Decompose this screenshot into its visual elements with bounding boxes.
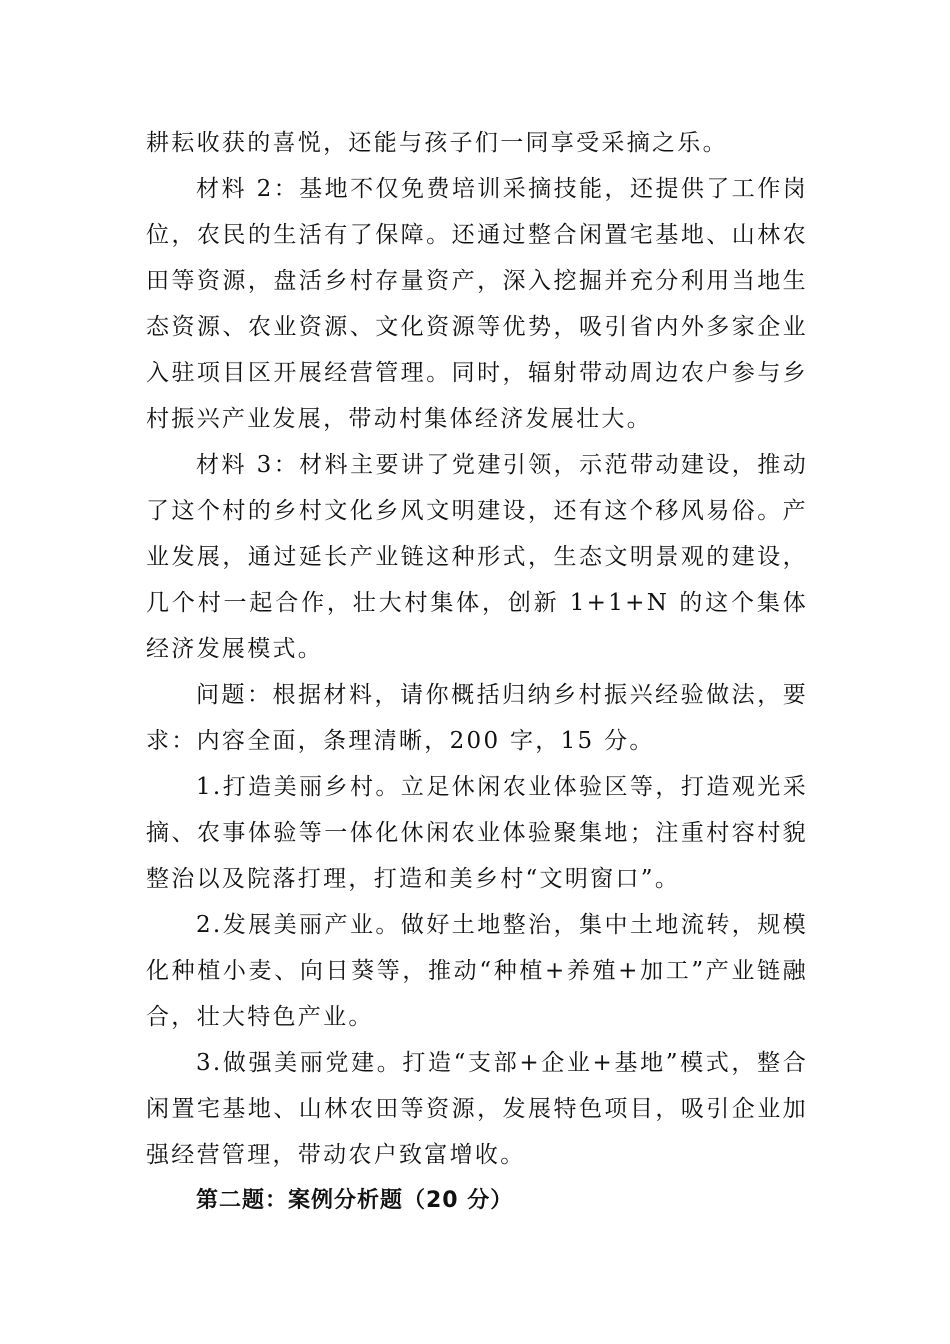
section-heading: 第二题：案例分析题（20 分） [196, 1188, 514, 1213]
paragraph-answer-1: 1.打造美丽乡村。立足休闲农业体验区等，打造观光采摘、农事体验等一体化休闲农业体验聚集地；注重村容村貌整治以及院落打理，打造和美乡村“文明窗口”。 [146, 774, 808, 892]
paragraph-question: 问题：根据材料，请你概括归纳乡村振兴经验做法，要求：内容全面，条理清晰，200 字，15 分。 [146, 682, 808, 754]
paragraph-continuation: 耕耘收获的喜悦，还能与孩子们一同享受采摘之乐。 [146, 130, 728, 156]
document-body [146, 120, 808, 1224]
paragraph-answer-2: 2.发展美丽产业。做好土地整治，集中土地流转，规模化种植小麦、向日葵等，推动“种植+养殖+加工”产业链融合，壮大特色产业。 [146, 912, 808, 1030]
paragraph-material-2: 材料 2：基地不仅免费培训采摘技能，还提供了工作岗位，农民的生活有了保障。还通过整合闲置宅基地、山林农田等资源，盘活乡村存量资产，深入挖掘并充分利用当地生态资源、农业资源、文化资源等优势，吸引省内外多家企业入驻项目区开展经营管理。同时，辐射带动周边农户参与乡村振兴产业发展，带动村集体经济发展壮大。 [146, 176, 808, 432]
paragraph-material-3: 材料 3：材料主要讲了党建引领，示范带动建设，推动了这个村的乡村文化乡风文明建设，还有这个移风易俗。产业发展，通过延长产业链这种形式，生态文明景观的建设，几个村一起合作，壮大村集体，创新 1+1+N 的这个集体经济发展模式。 [146, 452, 808, 662]
paragraph-answer-3: 3.做强美丽党建。打造“支部+企业+基地”模式，整合闲置宅基地、山林农田等资源，发展特色项目，吸引企业加强经营管理，带动农户致富增收。 [146, 1050, 808, 1168]
